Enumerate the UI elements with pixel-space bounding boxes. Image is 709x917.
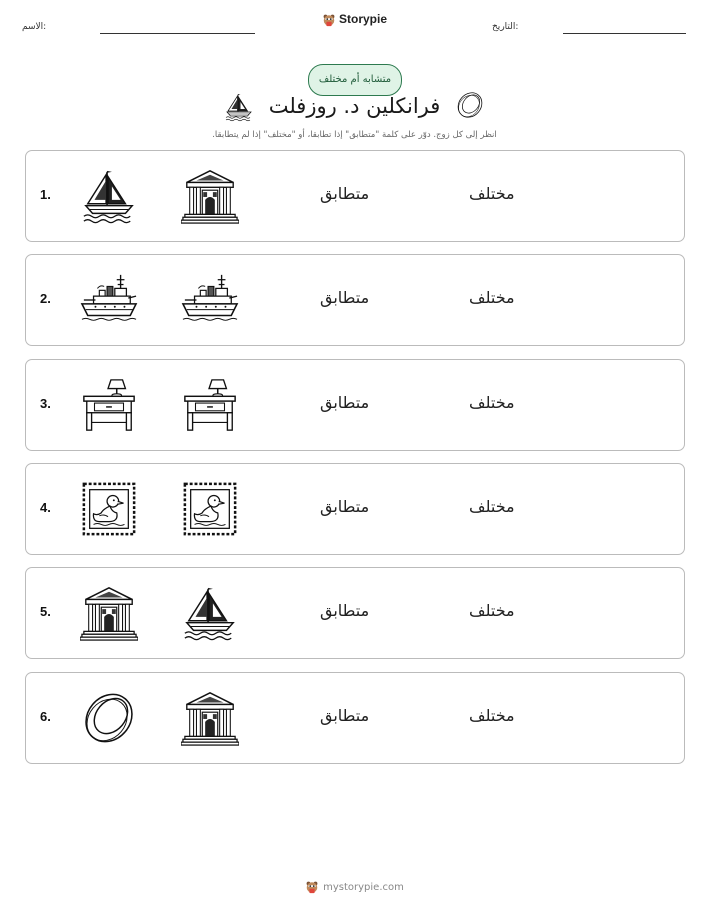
duck-stamp-icon — [181, 480, 239, 538]
instructions: انظر إلى كل زوج. دوّر على كلمة "متطابق" إذا تطابقا، أو "مختلف" إذا لم يتطابقا. — [212, 130, 497, 140]
building-icon — [181, 689, 239, 747]
desk-lamp-icon — [80, 376, 138, 434]
footer-url: mystorypie.com — [323, 882, 404, 893]
desk-lamp-icon — [181, 376, 239, 434]
question-number: 6. — [40, 709, 51, 724]
title-row — [0, 90, 709, 126]
date-line[interactable] — [563, 33, 686, 34]
option-different[interactable]: مختلف — [469, 393, 515, 412]
option-different[interactable]: مختلف — [469, 184, 515, 203]
page-title: فرانكلين د. روزفلت — [268, 94, 441, 118]
storypie-logo-icon — [305, 880, 319, 894]
question-number: 3. — [40, 396, 51, 411]
question-row — [25, 150, 685, 242]
name-line[interactable] — [100, 33, 255, 34]
worksheet-type-badge: متشابه أم مختلف — [308, 64, 402, 96]
question-number: 4. — [40, 500, 51, 515]
question-row — [25, 672, 685, 764]
sailboat-icon — [80, 167, 138, 225]
option-different[interactable]: مختلف — [469, 288, 515, 307]
option-same[interactable]: متطابق — [320, 706, 370, 725]
option-same[interactable]: متطابق — [320, 184, 370, 203]
option-same[interactable]: متطابق — [320, 393, 370, 412]
duck-stamp-icon — [80, 480, 138, 538]
option-same[interactable]: متطابق — [320, 497, 370, 516]
footer — [0, 880, 709, 894]
ring-icon — [80, 689, 138, 747]
sailboat-icon — [181, 584, 239, 642]
date-label: التاريخ: — [492, 22, 519, 32]
battleship-icon — [80, 271, 138, 329]
question-row — [25, 567, 685, 659]
option-different[interactable]: مختلف — [469, 601, 515, 620]
question-row — [25, 359, 685, 451]
building-icon — [181, 167, 239, 225]
option-same[interactable]: متطابق — [320, 288, 370, 307]
name-label: الاسم: — [22, 22, 47, 32]
option-different[interactable]: مختلف — [469, 497, 515, 516]
ring-icon — [455, 90, 485, 120]
building-icon — [80, 584, 138, 642]
question-row — [25, 254, 685, 346]
brand-text: Storypie — [338, 12, 387, 26]
option-different[interactable]: مختلف — [469, 706, 515, 725]
battleship-icon — [181, 271, 239, 329]
brand — [0, 12, 709, 27]
question-number: 2. — [40, 291, 51, 306]
option-same[interactable]: متطابق — [320, 601, 370, 620]
storypie-logo-icon — [322, 13, 336, 27]
question-number: 1. — [40, 187, 51, 202]
question-row — [25, 463, 685, 555]
question-number: 5. — [40, 604, 51, 619]
